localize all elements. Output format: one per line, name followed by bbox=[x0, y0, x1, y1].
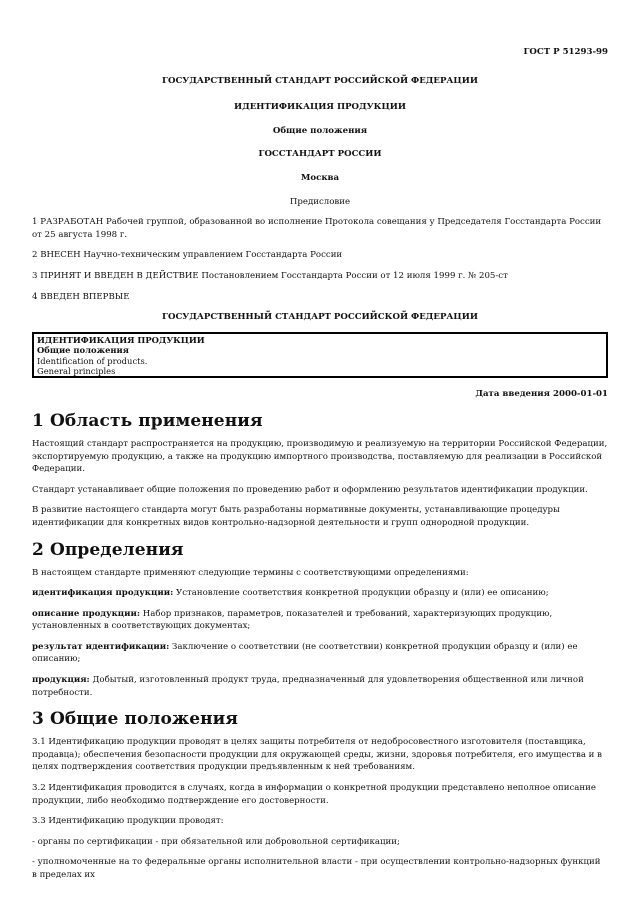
title-box-line: Общие положения bbox=[37, 345, 129, 356]
definition bbox=[32, 587, 608, 600]
state-standard-heading-2: ГОСУДАРСТВЕННЫЙ СТАНДАРТ РОССИЙСКОЙ ФЕДЕРАЦИИ bbox=[162, 312, 478, 323]
definition-term: описание продукции: bbox=[32, 608, 141, 619]
document-title: ИДЕНТИФИКАЦИЯ ПРОДУКЦИИ bbox=[233, 102, 407, 113]
section-heading: 2 Определения bbox=[32, 539, 184, 560]
document-page bbox=[32, 46, 608, 882]
definition-text: Установление соответствия конкретной продукции образцу и (или) ее описанию; bbox=[173, 588, 549, 599]
state-standard-heading: ГОСУДАРСТВЕННЫЙ СТАНДАРТ РОССИЙСКОЙ ФЕДЕРАЦИИ bbox=[162, 75, 478, 86]
paragraph: - уполномоченные на то федеральные органы исполнительной власти - при осуществлении контрольно-надзорных функций в пределах их bbox=[32, 857, 601, 880]
definition bbox=[32, 608, 608, 633]
paragraph: Настоящий стандарт распространяется на продукцию, производимую и реализуемую на территории Российской Федерации, экспортируемую продукцию, а также на продукцию импортного производства, поставляемую для реализации в Российской Федерации. bbox=[32, 438, 608, 475]
issuer: ГОССТАНДАРТ РОССИИ bbox=[258, 149, 382, 160]
definition-text: Добытый, изготовленный продукт труда, предназначенный для удовлетворения общественной или личной потребности. bbox=[32, 675, 584, 698]
paragraph: - органы по сертификации - при обязательной или добровольной сертификации; bbox=[32, 836, 400, 847]
foreword-item: 3 ПРИНЯТ И ВВЕДЕН В ДЕЙСТВИЕ Постановлением Госстандарта России от 12 июля 1999 г. № 205-ст bbox=[32, 270, 508, 281]
city: Москва bbox=[300, 172, 340, 183]
paragraph: 3.1 Идентификацию продукции проводят в целях защиты потребителя от недобросовестного изготовителя (поставщика, продавца); обеспечения безопасности продукции для окружающей среды, жизни, здоровья потребителя, его имущества и в целях подтверждения соответствия продукции предъявленным к ней требованиям. bbox=[32, 737, 602, 773]
definition bbox=[32, 674, 608, 699]
definition-term: результат идентификации: bbox=[32, 641, 170, 652]
title-box bbox=[32, 332, 608, 379]
document-subtitle: Общие положения bbox=[272, 125, 368, 136]
definition-term: идентификация продукции: bbox=[32, 588, 174, 599]
definition bbox=[32, 641, 608, 666]
paragraph: Стандарт устанавливает общие положения по проведению работ и оформлению результатов идентификации продукции. bbox=[32, 484, 588, 495]
paragraph: В развитие настоящего стандарта могут быть разработаны нормативные документы, устанавливающие процедуры идентификации для конкретных видов контрольно-надзорной деятельности и групп однородной продукции. bbox=[32, 505, 560, 528]
paragraph: 3.3 Идентификацию продукции проводят: bbox=[32, 816, 224, 827]
title-box-line: ИДЕНТИФИКАЦИЯ ПРОДУКЦИИ bbox=[37, 334, 205, 345]
title-box-line: General principles bbox=[37, 365, 116, 376]
section-heading: 1 Область применения bbox=[32, 410, 263, 431]
standard-code: ГОСТ Р 51293-99 bbox=[523, 47, 608, 57]
introduction-date: Дата введения 2000-01-01 bbox=[475, 389, 608, 400]
paragraph: 3.2 Идентификация проводится в случаях, когда в информации о конкретной продукции представлено неполное описание продукции, либо необходимо подтверждение его достоверности. bbox=[32, 783, 596, 806]
definition-text: Набор признаков, параметров, показателей и требований, характеризующих продукцию, установленных в соответствующих документах; bbox=[32, 608, 553, 632]
foreword-item: 1 РАЗРАБОТАН Рабочей группой, образованной во исполнение Протокола совещания у Председателя Госстандарта России от 25 августа 1998 г. bbox=[32, 217, 602, 240]
foreword-heading: Предисловие bbox=[289, 196, 351, 207]
definition-text: Заключение о соответствии (не соответствии) конкретной продукции образцу и (или) ее описанию; bbox=[32, 641, 578, 665]
title-box-line: Identification of products. bbox=[37, 355, 148, 366]
foreword-item: 2 ВНЕСЕН Научно-техническим управлением Госстандарта России bbox=[32, 250, 343, 261]
foreword-item: 4 ВВЕДЕН ВПЕРВЫЕ bbox=[32, 291, 130, 302]
paragraph: В настоящем стандарте применяют следующие термины с соответствующими определениями: bbox=[32, 567, 469, 578]
definition-term: продукция: bbox=[32, 675, 90, 686]
section-heading: 3 Общие положения bbox=[32, 709, 239, 730]
